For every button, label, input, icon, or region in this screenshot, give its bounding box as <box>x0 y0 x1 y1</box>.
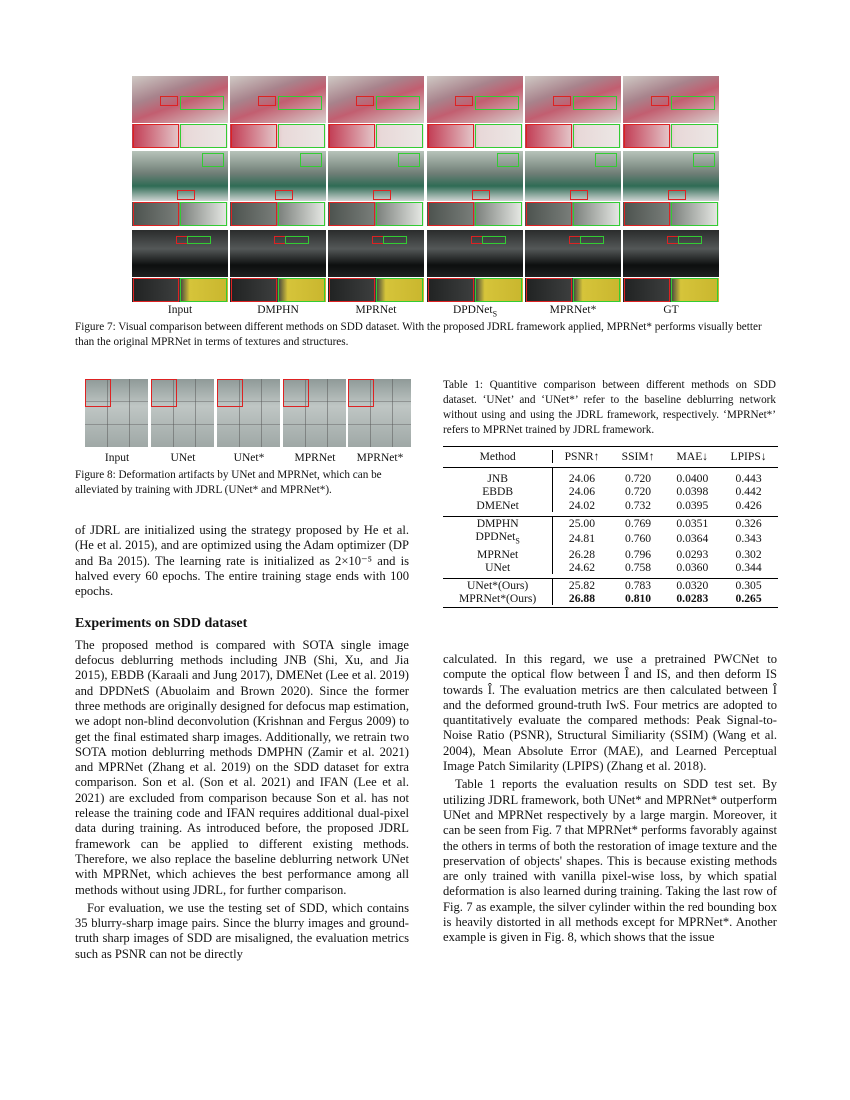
right-column <box>443 652 777 946</box>
table-cell: DMENet <box>443 499 553 512</box>
table-cell: 0.302 <box>735 547 762 561</box>
table-cell: EBDB <box>443 485 553 498</box>
table-cell: 0.760 <box>625 532 652 546</box>
table-1-caption: Table 1: Quantitive comparison between different methods on SDD dataset. ‘UNet’ and ‘UNet*’ refer to the baseline deblurring network without using and using the JDRL framework, respectively. ‘MPRNet*’ refers to MPRNet trained by JDRL framework. <box>443 379 776 436</box>
table-row <box>443 561 778 574</box>
red-bounding-box <box>283 379 309 407</box>
fig7-column-label: DPDNet$_S$ <box>452 304 498 319</box>
table-row <box>443 548 778 561</box>
table-cell: 0.326 <box>735 516 762 530</box>
table-cell: 0.344 <box>735 560 762 574</box>
table-cell: 25.00 <box>568 516 596 530</box>
table-cell: 0.343 <box>735 532 762 546</box>
table-cell: 0.810 <box>625 592 652 606</box>
fig8-column-label: Input <box>104 452 130 464</box>
table-cell: 0.0351 <box>676 516 709 530</box>
table-cell: 0.0395 <box>676 498 709 512</box>
red-bounding-box <box>217 379 243 407</box>
table-row <box>443 516 778 530</box>
table-header-cell: LPIPS↓ <box>730 450 767 463</box>
subscript: S <box>492 309 498 319</box>
red-bounding-box <box>348 379 374 407</box>
table-cell: 0.265 <box>735 592 762 606</box>
table-cell: 26.88 <box>568 592 596 606</box>
red-bounding-box <box>85 379 111 407</box>
table-cell: 0.443 <box>735 472 762 486</box>
table-cell: UNet <box>443 561 553 574</box>
table-cell: 24.81 <box>568 532 596 546</box>
table-row <box>443 499 778 512</box>
table-cell: DPDNet$_S$ <box>443 530 553 548</box>
table-cell: 24.06 <box>568 472 596 486</box>
table-cell: DMPHN <box>443 516 553 530</box>
table-cell: 0.720 <box>625 472 652 486</box>
table-row <box>443 578 778 592</box>
table-header-cell: PSNR↑ <box>564 450 600 463</box>
fig8-column-label: UNet* <box>233 452 265 464</box>
table-header-cell: SSIM↑ <box>621 450 655 463</box>
table-cell: 0.0398 <box>676 485 709 499</box>
table-cell: JNB <box>443 468 553 486</box>
table-row <box>443 485 778 498</box>
metrics-paragraph: calculated. In this regard, we use a pretrained PWCNet to compute the optical flow between Î and IS, and then deform IS towards Î. The evaluation metrics are then calculated between Î and the deformed ground-truth IwS. Four metrics are adopted to quantitatively evaluate the compared methods: Peak Signal-to-Noise Ratio (PSNR), Structural Similiarity (SSIM) (Wang et al. 2004), Mean Absolute Error (MAE), and Learned Perceptual Image Patch Similarity (LPIPS) (Zhang et al. 2018). <box>443 652 777 774</box>
table-cell: MPRNet <box>443 548 553 561</box>
table-cell: 0.305 <box>735 578 762 592</box>
fig8-column-label: MPRNet* <box>356 452 404 464</box>
table-cell: 0.0364 <box>676 532 709 546</box>
table-cell: 0.758 <box>625 560 652 574</box>
comparison-paragraph: The proposed method is compared with SOTA single image defocus deblurring methods including JNB (Shi, Xu, and Jia 2015), EBDB (Karaali and Jung 2017), DMENet (Lee et al. 2019) and DPDNetS (Abuolaim and Brown 2020). Since the former three methods are originally designed for defocus map estimation, we adopt non-blind deconvolution (Krishnan and Fergus 2009) to get the final estimated sharp images. Additionally, we retrain two SOTA motion deblurring methods DMPHN (Zamir et al. 2021) and MPRNet (Zhang et al. 2019) on the SDD dataset for extra comparison. Son et al. (Son et al. 2021) and IFAN (Lee et al. 2021) are excluded from comparison because Son et al. has not release the training code and IFAN requires additional dual-pixel data during training. As introduced before, the proposed JDRL framework can be applied to different existing methods. Therefore, we also replace the baseline deblurring network UNet with MPRNet, which achieves the best performance among all methods without using JDRL, for further comparison. <box>75 637 409 897</box>
figure-8-caption: Figure 8: Deformation artifacts by UNet and MPRNet, which can be alleviated by training with JDRL (UNet* and MPRNet*). <box>75 469 382 496</box>
fig7-column-label: MPRNet* <box>549 304 597 316</box>
results-paragraph: Table 1 reports the evaluation results on SDD test set. By utilizing JDRL framework, both UNet* and MPRNet* outperform UNet and MPRNet respectively by a large margin. Moreover, it can be seen from Fig. 7 that MPRNet* performs favorably against the others in terms of both the restoration of image texture and the preservation of objects' shapes. This is because existing methods are only trained with vanilla pixel-wise loss, by which spatial deformation is also learned during training. Taking the last row of Fig. 7 as example, the silver cylinder within the red bounding box is heavily distorted in all methods except for MPRNet*. Another example is given in Fig. 8, which shows that the issue <box>443 777 777 945</box>
table-cell: 0.720 <box>625 485 652 499</box>
training-paragraph: of JDRL are initialized using the strategy proposed by He et al. (He et al. 2015), and are optimized using the Adam optimizer (DP and Ba 2015). The learning rate is initialized as 2×10⁻⁵ and is halved every 60 epochs. The entire training stage ends with 100 epochs. <box>75 523 409 599</box>
table-cell: 26.28 <box>568 547 596 561</box>
table-cell: 0.442 <box>735 485 762 499</box>
table-cell: 0.0320 <box>676 578 709 592</box>
fig7-column-label: MPRNet <box>355 304 397 316</box>
table-cell: UNet*(Ours) <box>443 578 553 592</box>
red-bounding-box <box>151 379 177 407</box>
table-cell: 24.62 <box>568 560 596 574</box>
table-cell: MPRNet*(Ours) <box>443 592 553 605</box>
table-cell: 25.82 <box>568 578 596 592</box>
table-cell: 0.0400 <box>676 472 709 486</box>
section-heading: Experiments on SDD dataset <box>75 616 248 632</box>
table-row <box>443 468 778 486</box>
fig8-column-label: MPRNet <box>294 452 336 464</box>
table-cell: 0.796 <box>625 547 652 561</box>
table-header-cell: MAE↓ <box>676 450 709 463</box>
table-header-cell: Method <box>443 450 553 463</box>
table-cell: 0.0293 <box>676 547 709 561</box>
table-1 <box>443 446 778 608</box>
table-row <box>443 530 778 548</box>
table-cell: 0.0360 <box>676 560 709 574</box>
table-cell: 0.0283 <box>676 592 709 606</box>
fig8-column-label: UNet <box>170 452 196 464</box>
fig7-column-label: DMPHN <box>257 304 299 316</box>
evaluation-paragraph: For evaluation, we use the testing set of SDD, which contains 35 blurry-sharp image pairs. Since the blurry images and ground-truth sharp images of SDD are misaligned, the evaluation metrics such as PSNR can not be directly <box>75 900 409 961</box>
table-row <box>443 592 778 605</box>
table-header-row <box>443 450 778 463</box>
fig7-column-label: GT <box>663 304 679 316</box>
table-cell: 0.783 <box>625 578 652 592</box>
fig7-column-label: Input <box>167 304 193 316</box>
subscript: S <box>515 536 520 546</box>
figure-7-caption: Figure 7: Visual comparison between different methods on SDD dataset. With the proposed JDRL framework applied, MPRNet* performs visually better than the original MPRNet in terms of textures and structures. <box>75 321 762 348</box>
table-cell: 0.426 <box>735 498 762 512</box>
table-cell: 0.769 <box>625 516 652 530</box>
table-cell: 0.732 <box>625 498 652 512</box>
table-cell: 24.06 <box>568 485 596 499</box>
left-column <box>75 523 409 962</box>
table-cell: 24.02 <box>568 498 596 512</box>
